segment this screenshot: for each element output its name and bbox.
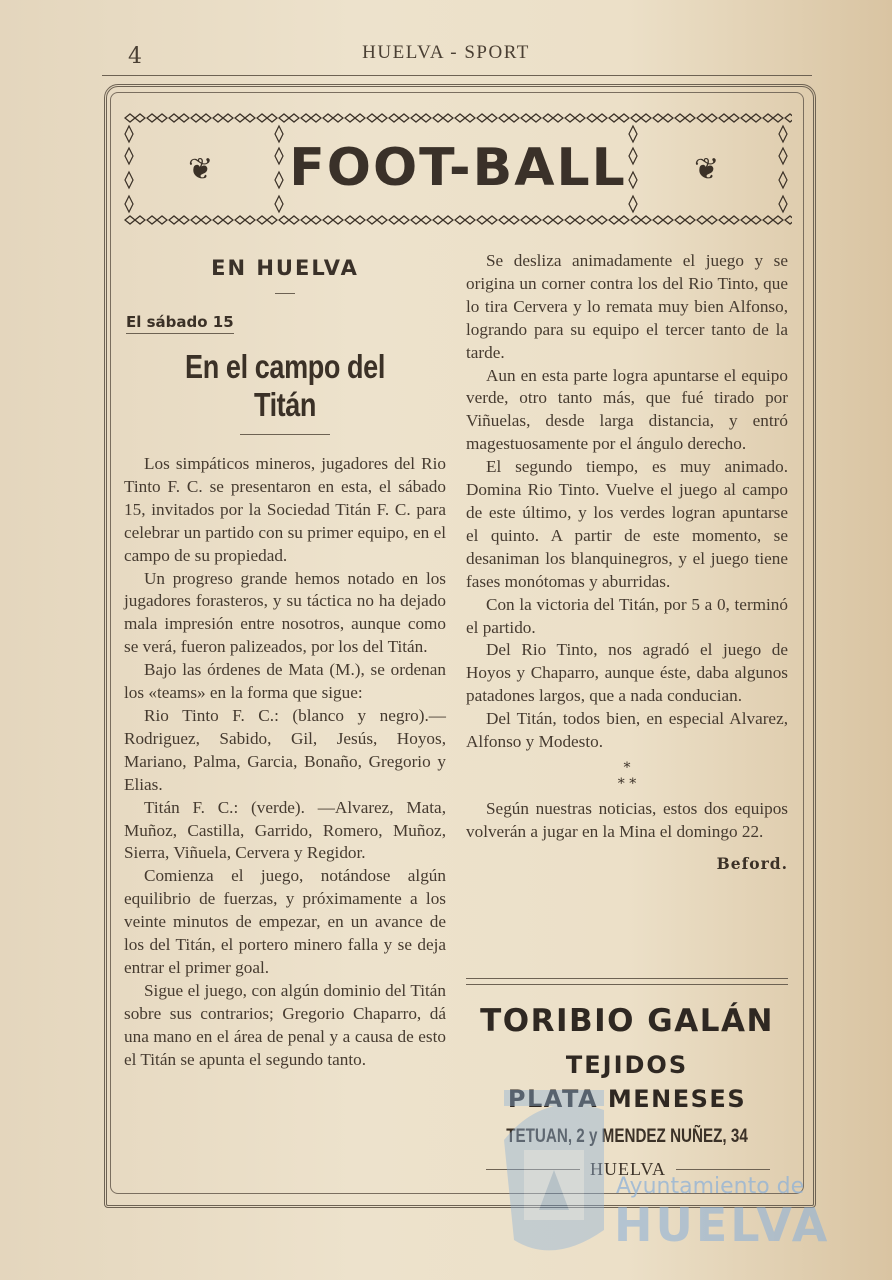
paragraph: Con la victoria del Titán, por 5 a 0, terminó el partido. xyxy=(466,594,788,637)
left-column xyxy=(124,250,446,1071)
paragraph: Aun en esta parte logra apuntarse el equipo verde, otro tanto más, que fué tirado por Viñuelas, desde larga distancia, y entró magestuosamente por el ángulo derecho. xyxy=(466,365,788,454)
page-number: 4 xyxy=(128,44,142,69)
title-rule xyxy=(240,434,330,435)
masthead-box xyxy=(124,108,792,230)
watermark-line-1: Ayuntamiento de xyxy=(616,1174,805,1199)
ad-merchant-name: TORIBIO GALÁN xyxy=(480,1003,774,1039)
fleuron-left-icon: ❦ xyxy=(188,152,214,187)
paragraph: Sigue el juego, con algún dominio del Titán sobre sus contrarios; Gregorio Chaparro, dá una mano en el área de penal y a causa de esto el Titán se apunta el segundo tanto. xyxy=(124,980,446,1069)
paragraph: Titán F. C.: (verde). —Alvarez, Mata, Muñoz, Castilla, Garrido, Romero, Muñoz, Sierra, Viñuela, Cervera y Regidor. xyxy=(124,797,446,863)
diamond-border-top xyxy=(124,108,792,128)
section-rule xyxy=(275,293,295,294)
ad-address: TETUAN, 2 y MENDEZ NUÑEZ, 34 xyxy=(506,1126,748,1147)
masthead-title: FOOT-BALL xyxy=(289,138,627,198)
paragraph: Del Titán, todos bien, en especial Alvarez, Alfonso y Modesto. xyxy=(466,709,788,752)
paragraph: Un progreso grande hemos notado en los jugadores forasteros, y su táctica no ha dejado mala impresión entre nosotros, aunque como se verá, fueron palizeados, por los del Titán. xyxy=(124,568,446,657)
paragraph: Bajo las órdenes de Mata (M.), se ordenan los «teams» en la forma que sigue: xyxy=(124,660,446,703)
paragraph: Del Rio Tinto, nos agradó el juego de Hoyos y Chaparro, aunque éste, daba algunos patadones largos, que a nada conducian. xyxy=(466,640,788,706)
article-title: En el campo del Titán xyxy=(185,348,385,423)
ad-line-silver: PLATA MENESES xyxy=(507,1085,747,1113)
closing-paragraph: Según nuestras noticias, estos dos equipos volverán a jugar en la Mina el domingo 22. xyxy=(466,798,788,841)
section-heading: EN HUELVA xyxy=(211,256,359,280)
diamond-border-right xyxy=(776,124,790,214)
running-head: HUELVA - SPORT xyxy=(362,42,530,63)
watermark-line-2: HUELVA xyxy=(614,1198,831,1252)
paragraph: Rio Tinto F. C.: (blanco y negro).— Rodriguez, Sabido, Gil, Jesús, Hoyos, Mariano, Palma, Garcia, Bonaño, Gregorio y Elias. xyxy=(124,705,446,794)
asterism: * * * xyxy=(617,759,637,792)
ad-rule-top xyxy=(466,978,788,979)
ad-rule-top-2 xyxy=(466,984,788,985)
paragraph: Comienza el juego, notándose algún equilibrio de fuerzas, y próximamente a los veinte minutos de empezar, en un avance de los del Titán, el portero minero falla y se deja entrar el primer goal. xyxy=(124,866,446,977)
header-rule xyxy=(102,75,812,76)
article-date: El sábado 15 xyxy=(126,313,234,334)
ad-line-textiles: TEJIDOS xyxy=(565,1051,689,1079)
paragraph: El segundo tiempo, es muy animado. Domina Rio Tinto. Vuelve el juego al campo de este último, y los verdes logran apuntarse el quinto. A partir de este momento, se desaniman los blanquinegros, y el juego tiene fases monótomas y aburridas. xyxy=(466,457,788,591)
diamond-border-left xyxy=(122,124,136,214)
fleuron-right-icon: ❦ xyxy=(694,152,720,187)
author-signature: Beford. xyxy=(716,853,788,873)
diamond-border-bottom xyxy=(124,210,792,230)
paragraph: Se desliza animadamente el juego y se origina un corner contra los del Rio Tinto, que lo tira Cervera y lo remata muy bien Alfonso, logrando para su equipo el tercer tanto de la tarde. xyxy=(466,251,788,362)
ad-city: HUELVA xyxy=(590,1159,667,1179)
right-column xyxy=(466,250,788,873)
paragraph: Los simpáticos mineros, jugadores del Rio Tinto F. C. se presentaron en esta, el sábado 15, invitados por la Sociedad Titán F. C. para celebrar un partido con su primer equipo, en el campo de su propiedad. xyxy=(124,454,446,565)
